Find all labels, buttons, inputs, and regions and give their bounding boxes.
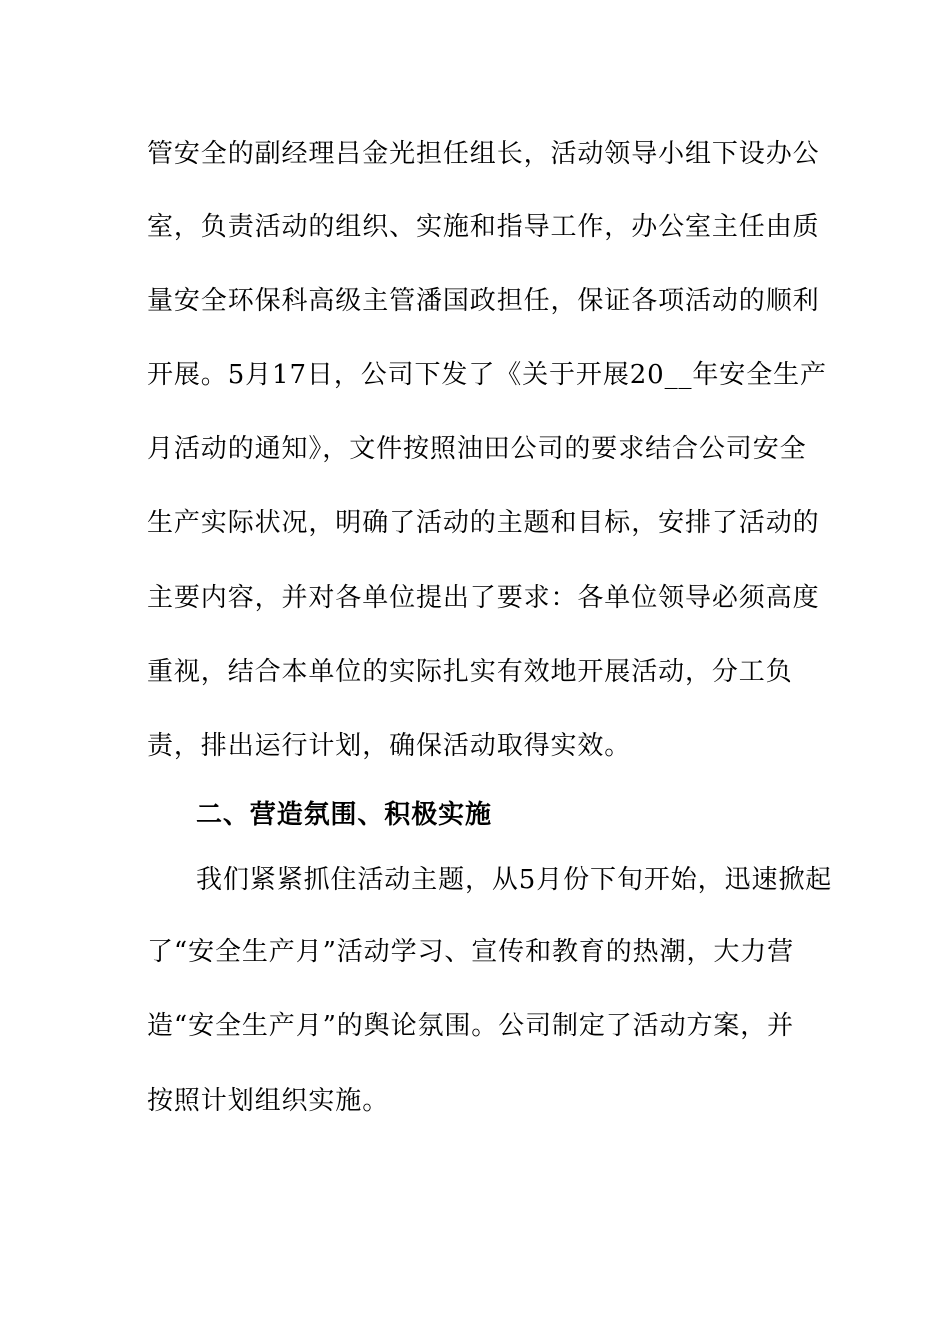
paragraph-line-8: 重视，结合本单位的实际扎实有效地开展活动，分工负 — [147, 657, 793, 687]
section-heading: 二、营造氛围、积极实施 — [196, 800, 492, 830]
paragraph-line-1: 管安全的副经理吕金光担任组长，活动领导小组下设办公 — [147, 139, 820, 169]
paragraph-line-9: 责，排出运行计划，确保活动取得实效。 — [147, 731, 632, 761]
paragraph2-line-1: 我们紧紧抓住活动主题，从5月份下旬开始，迅速掀起 — [196, 865, 833, 895]
paragraph2-line-3: 造“安全生产月”的舆论氛围。公司制定了活动方案，并 — [147, 1011, 795, 1041]
paragraph2-line-4: 按照计划组织实施。 — [147, 1086, 390, 1116]
paragraph-line-7: 主要内容，并对各单位提出了要求：各单位领导必须高度 — [147, 583, 820, 613]
paragraph-line-5: 月活动的通知》，文件按照油田公司的要求结合公司安全 — [147, 434, 807, 464]
paragraph-line-2: 室，负责活动的组织、实施和指导工作，办公室主任由质 — [147, 212, 820, 242]
paragraph-line-4: 开展。5月17日，公司下发了《关于开展20__年安全生产 — [147, 360, 827, 390]
paragraph-line-6: 生产实际状况，明确了活动的主题和目标，安排了活动的 — [147, 508, 820, 538]
paragraph2-line-2: 了“安全生产月”活动学习、宣传和教育的热潮，大力营 — [147, 937, 795, 967]
paragraph-line-3: 量安全环保科高级主管潘国政担任，保证各项活动的顺利 — [147, 286, 820, 316]
